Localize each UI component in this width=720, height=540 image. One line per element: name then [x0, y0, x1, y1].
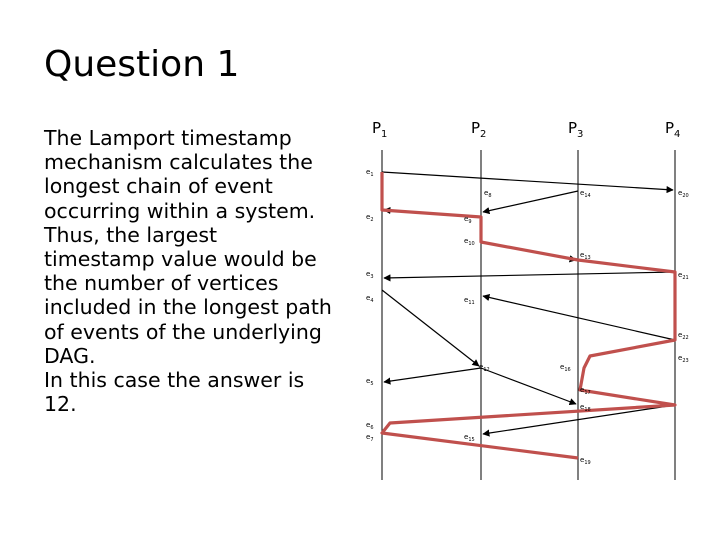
msg-e21-e3 [384, 272, 675, 278]
event-label-e9: $e_9$ [464, 215, 472, 225]
event-label-e8: $e_8$ [484, 189, 492, 199]
process-labels [372, 119, 680, 140]
body-answer: In this case the answer is 12. [44, 368, 305, 417]
msg-e14-e8 [483, 191, 578, 212]
process-label-p1: $P_1$ [372, 119, 388, 140]
process-label-p4: $P_4$ [665, 119, 681, 140]
event-label-e12: $e_{12}$ [479, 363, 490, 373]
event-label-e22: $e_{22}$ [678, 331, 689, 341]
process-label-p2: $P_2$ [471, 119, 487, 140]
event-label-e19: $e_{19}$ [580, 456, 591, 466]
process-label-p3: $P_3$ [568, 119, 584, 140]
event-label-e7: $e_7$ [366, 433, 374, 443]
event-label-e20: $e_{20}$ [678, 189, 689, 199]
event-label-e6: $e_6$ [366, 421, 374, 431]
event-label-e3: $e_3$ [366, 270, 374, 280]
event-label-e10: $e_{10}$ [464, 237, 475, 247]
msg-e1-e20 [382, 172, 673, 190]
event-label-e17: $e_{17}$ [580, 386, 591, 396]
msg-e12-e5 [384, 368, 481, 382]
event-label-e15: $e_{15}$ [464, 433, 475, 443]
msg-e18-e15 [483, 405, 675, 434]
body-paragraph: The Lamport timestamp mechanism calculates the longest chain of event occurring within a system. Thus, the largest timestamp value would be the number of vertices included in the longest path of events of the underlying DAG. [44, 126, 332, 368]
msg-e12-e16 [481, 368, 576, 404]
event-label-e23: $e_{23}$ [678, 354, 689, 364]
slide-title: Question 1 [44, 44, 240, 85]
event-label-e21: $e_{21}$ [678, 271, 689, 281]
message-arrows [382, 172, 675, 434]
msg-e22-e11 [483, 296, 675, 340]
event-label-e16: $e_{16}$ [560, 363, 571, 373]
event-label-e4: $e_4$ [366, 294, 374, 304]
event-label-e2: $e_2$ [366, 213, 374, 223]
process-timelines [382, 150, 675, 480]
event-label-e18: $e_{18}$ [580, 403, 591, 413]
event-label-e14: $e_{14}$ [580, 189, 591, 199]
event-label-e11: $e_{11}$ [464, 296, 475, 306]
event-label-e13: $e_{13}$ [580, 251, 591, 261]
longest-path [382, 172, 675, 458]
event-label-e5: $e_5$ [366, 377, 374, 387]
event-label-e1: $e_1$ [366, 168, 374, 178]
